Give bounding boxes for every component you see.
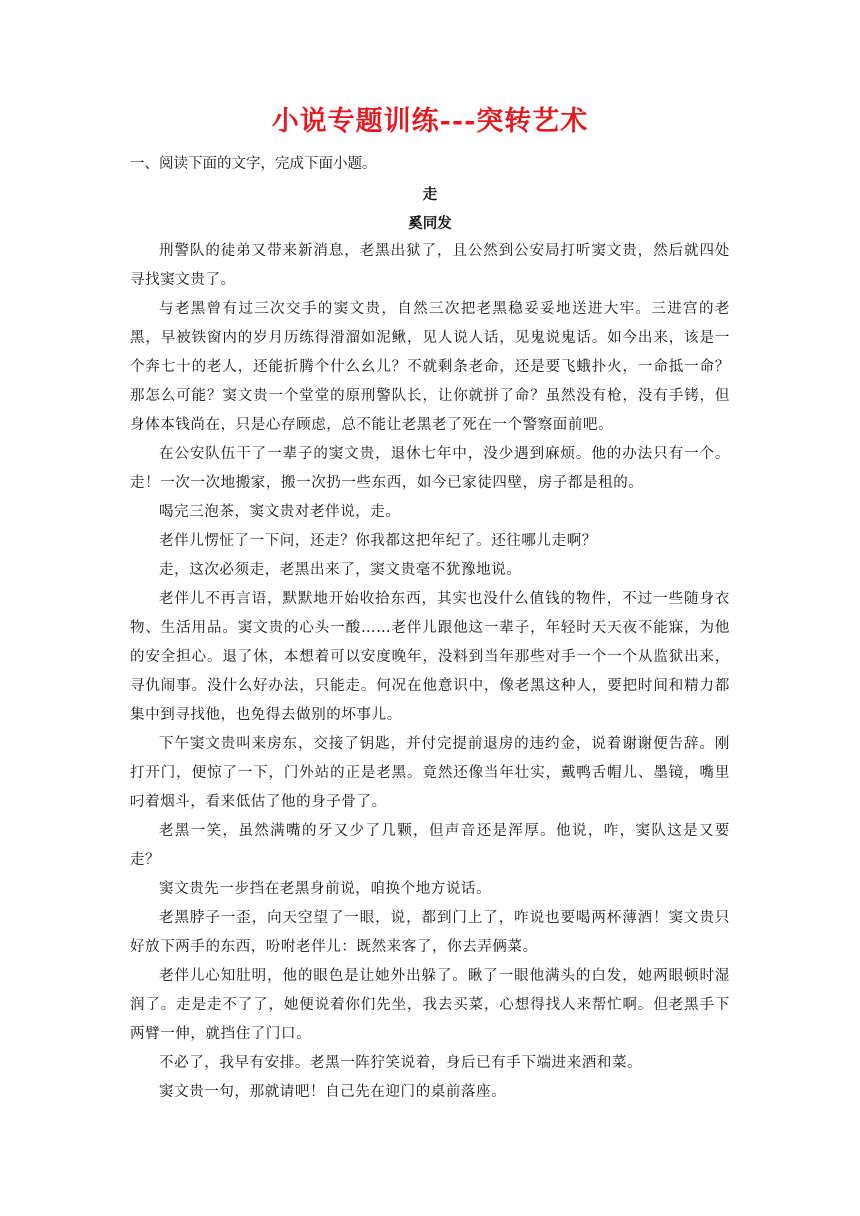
paragraph: 老黑脖子一歪，向天空望了一眼，说，都到门上了，咋说也要喝两杯薄酒！窦文贵只好放下两手的东西，吩咐老伴儿：既然来客了，你去弄俩菜。	[130, 910, 730, 955]
story-body	[130, 237, 730, 1107]
paragraph: 窦文贵一句，那就请吧！自己先在迎门的桌前落座。	[159, 1084, 507, 1100]
paragraph: 下午窦文贵叫来房东，交接了钥匙，并付完提前退房的违约金，说着谢谢便告辞。刚打开门，便惊了一下，门外站的正是老黑。竟然还像当年壮实，戴鸭舌帽儿、墨镜，嘴里叼着烟斗，看来低估了他的身子骨了。	[130, 736, 730, 810]
question-instruction: 一、阅读下面的文字，完成下面小题。	[130, 156, 377, 172]
story-title: 走	[422, 186, 438, 203]
page-title: 小说专题训练---突转艺术	[271, 106, 589, 137]
paragraph: 刑警队的徒弟又带来新消息，老黑出狱了，且公然到公安局打听窦文贵，然后就四处寻找窦文贵了。	[130, 243, 730, 288]
paragraph: 不必了，我早有安排。老黑一阵狞笑说着，身后已有手下端进来酒和菜。	[159, 1055, 643, 1071]
story-author: 奚同发	[408, 215, 452, 232]
paragraph: 与老黑曾有过三次交手的窦文贵，自然三次把老黑稳妥妥地送进大牢。三进宫的老黑，早被铁窗内的岁月历练得滑溜如泥鳅，见人说人话，见鬼说鬼话。如今出来，该是一个奔七十的老人，还能折腾个什么幺儿？不就剩条老命，还是要飞蛾扑火，一命抵一命？那怎么可能？窦文贵一个堂堂的原刑警队长，让你就拼了命？虽然没有枪，没有手铐，但身体本钱尚在，只是心存顾虑，总不能让老黑老了死在一个警察面前吧。	[130, 301, 730, 433]
paragraph: 窦文贵先一步挡在老黑身前说，咱换个地方说话。	[159, 881, 492, 897]
paragraph: 在公安队伍干了一辈子的窦文贵，退休七年中，没少遇到麻烦。他的办法只有一个。走！一次一次地搬家，搬一次扔一些东西，如今已家徒四壁，房子都是租的。	[130, 446, 730, 491]
paragraph: 老伴儿心知肚明，他的眼色是让她外出躲了。瞅了一眼他满头的白发，她两眼顿时湿润了。走是走不了了，她便说着你们先坐，我去买菜，心想得找人来帮忙啊。但老黑手下两臂一伸，就挡住了门口。	[130, 968, 730, 1042]
paragraph: 喝完三泡茶，窦文贵对老伴说，走。	[159, 504, 401, 520]
paragraph: 老伴儿愣怔了一下问，还走？你我都这把年纪了。还往哪儿走啊？	[159, 533, 597, 549]
paragraph: 老黑一笑，虽然满嘴的牙又少了几颗，但声音还是浑厚。他说，咋，窦队这是又要走？	[130, 823, 730, 868]
paragraph: 走，这次必须走，老黑出来了，窦文贵毫不犹豫地说。	[159, 562, 522, 578]
paragraph: 老伴儿不再言语，默默地开始收拾东西，其实也没什么值钱的物件，不过一些随身衣物、生活用品。窦文贵的心头一酸……老伴儿跟他这一辈子，年轻时天天夜不能寐，为他的安全担心。退了休，本想着可以安度晚年，没料到当年那些对手一个一个从监狱出来，寻仇闹事。没什么好办法，只能走。何况在他意识中，像老黑这种人，要把时间和精力都集中到寻找他，也免得去做别的坏事儿。	[130, 591, 730, 723]
